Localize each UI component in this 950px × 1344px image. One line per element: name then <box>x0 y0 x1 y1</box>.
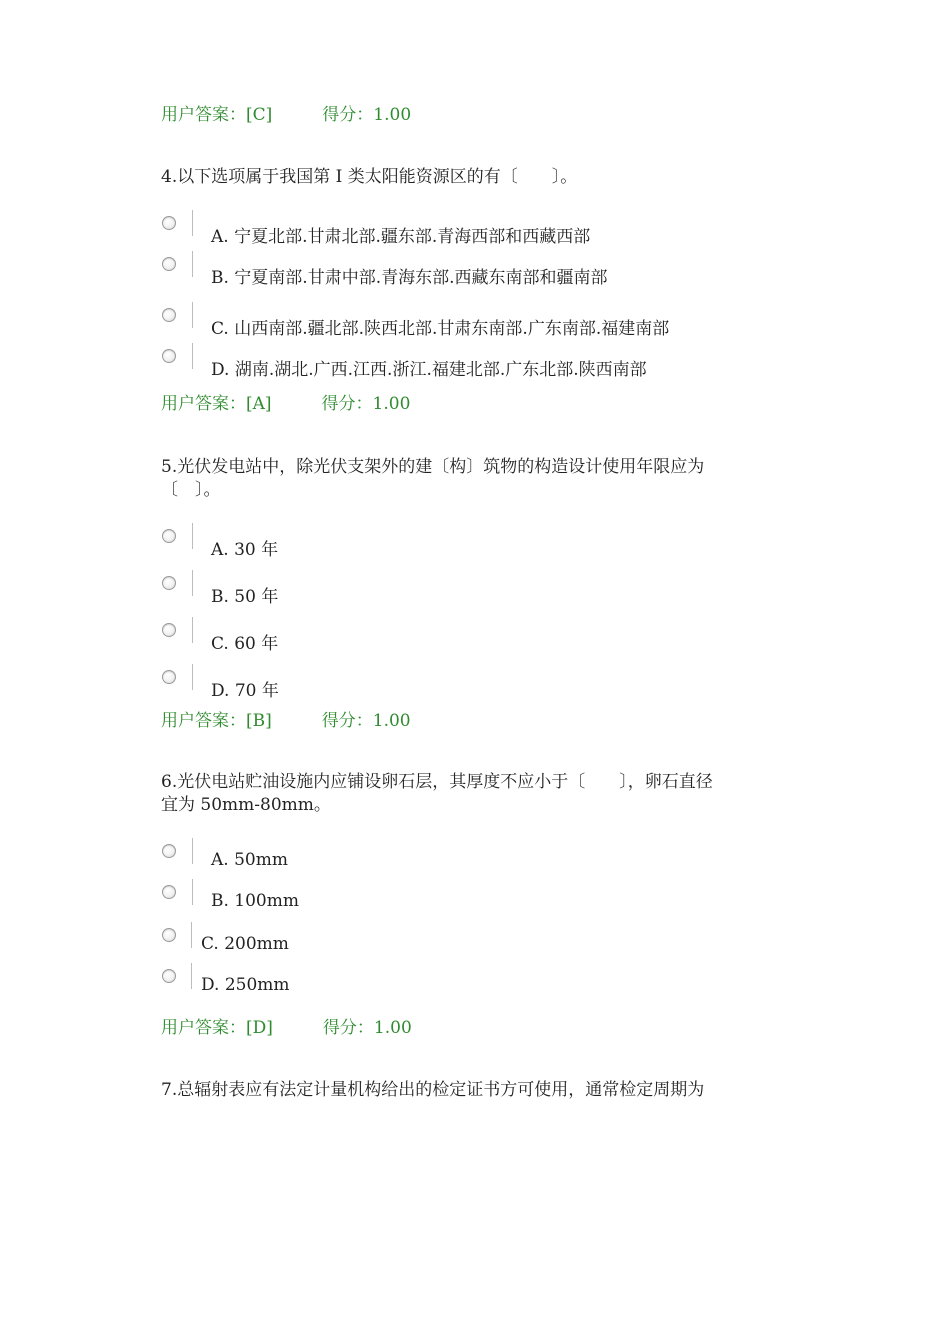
option-divider <box>192 251 193 277</box>
answer-line <box>161 389 410 414</box>
radio-button[interactable] <box>162 885 176 899</box>
option-divider <box>192 210 193 236</box>
radio-button[interactable] <box>162 529 176 543</box>
question-4-text: 4.以下选项属于我国第 I 类太阳能资源区的有〔 〕。 <box>161 167 578 187</box>
option-label: C. 200mm <box>201 934 289 954</box>
question-5-text-cont: 〔 〕。 <box>161 480 221 500</box>
radio-button[interactable] <box>162 216 176 230</box>
radio-button[interactable] <box>162 969 176 983</box>
option-label: A. 30 年 <box>211 540 279 560</box>
option-label: C. 60 年 <box>211 634 279 654</box>
answer-line <box>161 100 411 125</box>
option-divider <box>191 922 192 948</box>
option-divider <box>192 879 193 905</box>
option-label: D. 70 年 <box>211 681 279 701</box>
option-label: D. 湖南.湖北.广西.江西.浙江.福建北部.广东北部.陕西南部 <box>211 360 647 380</box>
option-label: C. 山西南部.疆北部.陕西北部.甘肃东南部.广东南部.福建南部 <box>211 319 670 339</box>
option-divider <box>192 664 193 690</box>
option-label: B. 100mm <box>211 891 299 911</box>
radio-button[interactable] <box>162 670 176 684</box>
option-label: B. 50 年 <box>211 587 279 607</box>
radio-button[interactable] <box>162 576 176 590</box>
user-answer: 用户答案：[A] <box>161 394 272 414</box>
radio-button[interactable] <box>162 928 176 942</box>
option-divider <box>192 302 193 328</box>
radio-button[interactable] <box>162 308 176 322</box>
radio-button[interactable] <box>162 257 176 271</box>
user-answer: 用户答案：[D] <box>161 1018 273 1038</box>
option-divider <box>192 617 193 643</box>
answer-line <box>161 1013 412 1038</box>
radio-button[interactable] <box>162 623 176 637</box>
radio-button[interactable] <box>162 349 176 363</box>
user-answer: 用户答案：[B] <box>161 711 272 731</box>
radio-button[interactable] <box>162 844 176 858</box>
score: 得分：1.00 <box>322 1018 412 1038</box>
answer-line <box>161 706 411 731</box>
score: 得分：1.00 <box>321 711 411 731</box>
option-label: A. 50mm <box>211 850 288 870</box>
option-divider <box>192 838 193 864</box>
option-divider <box>192 343 193 369</box>
score: 得分：1.00 <box>321 394 411 414</box>
user-answer: 用户答案：[C] <box>161 105 273 125</box>
option-label: B. 宁夏南部.甘肃中部.青海东部.西藏东南部和疆南部 <box>211 268 608 288</box>
question-5-text: 5.光伏发电站中，除光伏支架外的建〔构〕筑物的构造设计使用年限应为 <box>161 457 705 477</box>
question-6-text-cont: 宜为 50mm-80mm。 <box>161 795 331 815</box>
score: 得分：1.00 <box>322 105 412 125</box>
option-divider <box>191 963 192 989</box>
option-divider <box>192 523 193 549</box>
option-label: D. 250mm <box>201 975 290 995</box>
option-label: A. 宁夏北部.甘肃北部.疆东部.青海西部和西藏西部 <box>211 227 591 247</box>
question-7-text: 7.总辐射表应有法定计量机构给出的检定证书方可使用，通常检定周期为 <box>161 1080 705 1100</box>
option-divider <box>192 570 193 596</box>
question-6-text: 6.光伏电站贮油设施内应铺设卵石层，其厚度不应小于〔 〕，卵石直径 <box>161 772 713 792</box>
